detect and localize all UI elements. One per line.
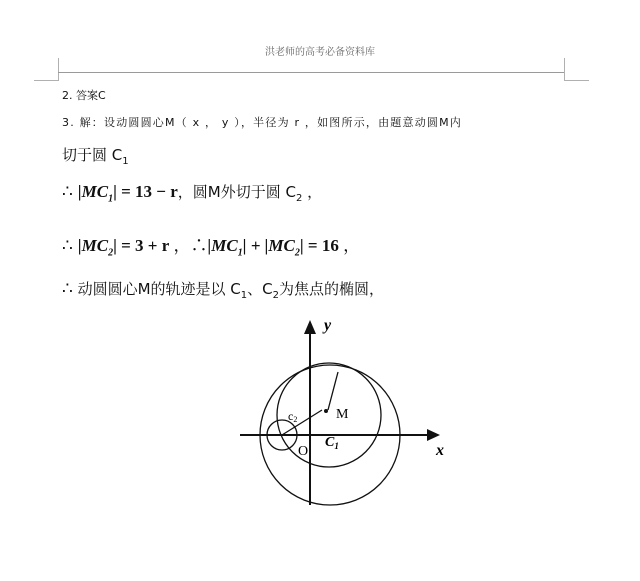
label-y: y xyxy=(324,317,332,334)
eq1-rhs: | = 13 − r xyxy=(113,182,178,201)
eq2-end: ， xyxy=(338,236,361,255)
eq1-text: ，圆M外切于圆 $C_2$ ， xyxy=(177,183,323,204)
eq2-d: $|MC_1$ xyxy=(207,236,243,259)
solution-intro-cont xyxy=(62,144,129,167)
eq1-lhs: $|MC_1$ xyxy=(77,182,114,205)
header-corner-right xyxy=(564,58,589,81)
answer-line: 2. 答案C xyxy=(62,89,106,102)
conclusion-line: ∴ 动圆圆心M的轨迹是以 $C_1$、$C_2$为焦点的椭圆， xyxy=(62,279,385,301)
header-corner-left xyxy=(34,58,59,81)
therefore-symbol: ∴ xyxy=(62,182,73,201)
label-o: O xyxy=(298,444,309,459)
label-c2: c2 xyxy=(288,409,298,424)
eq2-e: | + $|MC_2$ xyxy=(242,236,300,259)
y-axis-arrow-icon xyxy=(304,320,316,334)
eq2-c: ，∴ xyxy=(169,236,208,255)
label-m: M xyxy=(336,407,349,422)
label-c1: $C_1$ xyxy=(325,435,339,451)
header-title: 洪老师的高考必备资料库 xyxy=(265,47,375,58)
eq2-f: | = 16 xyxy=(299,236,339,255)
point-m xyxy=(324,409,328,413)
eq2-b: | = 3 + r xyxy=(113,236,170,255)
header-divider xyxy=(58,72,564,73)
therefore-symbol: ∴ xyxy=(62,236,73,255)
x-axis-arrow-icon xyxy=(427,429,440,441)
intro-cont-text: 切于圆 C xyxy=(62,146,123,164)
equation-line-2 xyxy=(62,231,360,258)
equation-line-1 xyxy=(62,181,322,204)
intro-cont-sub: 1 xyxy=(122,156,129,167)
circle-diagram xyxy=(230,310,470,520)
eq2-a: $|MC_2$ xyxy=(77,236,114,259)
label-x: x xyxy=(436,442,444,459)
segment-m-radius xyxy=(328,372,338,410)
solution-intro: 3. 解：设动圆圆心M（ x ， y ），半径为 r ，如图所示，由题意动圆M内 xyxy=(62,116,462,129)
therefore-symbol: ∴ xyxy=(62,279,73,298)
